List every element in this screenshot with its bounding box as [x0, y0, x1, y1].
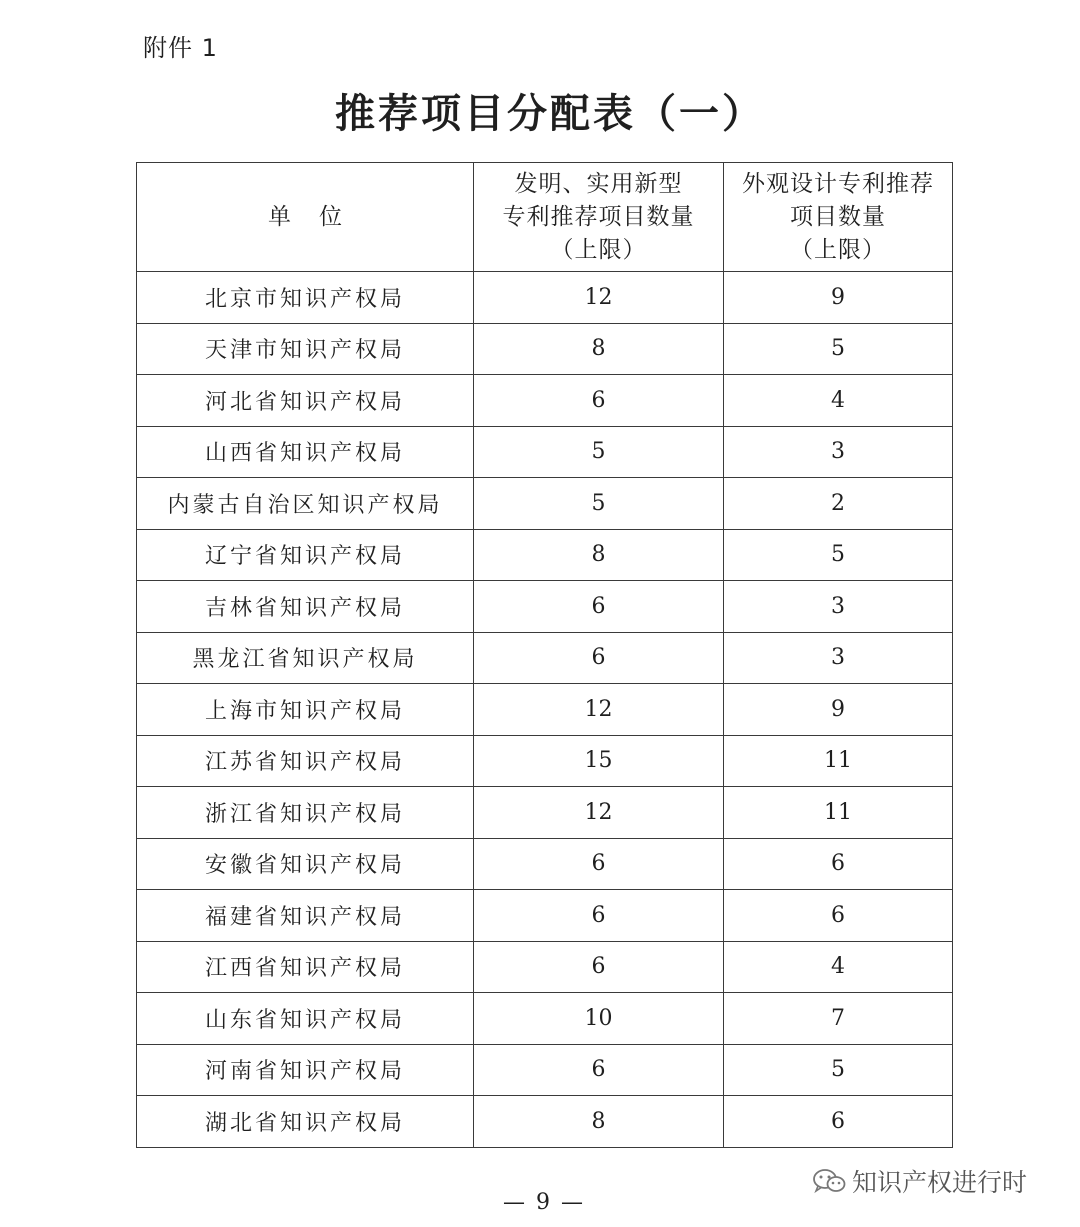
- cell-unit: 河南省知识产权局: [137, 1044, 474, 1096]
- table-row: [137, 993, 953, 1045]
- table-row: [137, 478, 953, 530]
- table-row: [137, 787, 953, 839]
- cell-unit: 黑龙江省知识产权局: [137, 632, 474, 684]
- cell-invention-count: 6: [474, 941, 724, 993]
- attachment-label: 附件 1: [143, 34, 218, 62]
- cell-invention-count: 12: [474, 787, 724, 839]
- cell-invention-count: 8: [474, 1096, 724, 1148]
- page-number: — 9 —: [503, 1190, 585, 1215]
- cell-design-count: 6: [724, 890, 953, 942]
- table-row: [137, 890, 953, 942]
- cell-unit: 湖北省知识产权局: [137, 1096, 474, 1148]
- cell-design-count: 6: [724, 838, 953, 890]
- cell-unit: 江苏省知识产权局: [137, 735, 474, 787]
- cell-invention-count: 6: [474, 838, 724, 890]
- cell-invention-count: 6: [474, 632, 724, 684]
- watermark-text: 知识产权进行时: [852, 1168, 1028, 1197]
- cell-design-count: 9: [724, 684, 953, 736]
- cell-invention-count: 15: [474, 735, 724, 787]
- table-row: [137, 323, 953, 375]
- cell-unit: 吉林省知识产权局: [137, 581, 474, 633]
- table-row: [137, 1096, 953, 1148]
- cell-design-count: 5: [724, 529, 953, 581]
- cell-unit: 内蒙古自治区知识产权局: [137, 478, 474, 530]
- table-row: [137, 684, 953, 736]
- table-row: [137, 272, 953, 324]
- cell-design-count: 4: [724, 375, 953, 427]
- cell-unit: 山东省知识产权局: [137, 993, 474, 1045]
- cell-design-count: 7: [724, 993, 953, 1045]
- cell-unit: 上海市知识产权局: [137, 684, 474, 736]
- cell-invention-count: 10: [474, 993, 724, 1045]
- cell-design-count: 9: [724, 272, 953, 324]
- table-row: [137, 735, 953, 787]
- cell-invention-count: 8: [474, 323, 724, 375]
- cell-design-count: 5: [724, 323, 953, 375]
- cell-design-count: 3: [724, 426, 953, 478]
- cell-design-count: 5: [724, 1044, 953, 1096]
- cell-design-count: 11: [724, 735, 953, 787]
- table-row: [137, 529, 953, 581]
- header-invention: [474, 163, 724, 272]
- table-header-row: [137, 163, 953, 272]
- cell-unit: 天津市知识产权局: [137, 323, 474, 375]
- cell-unit: 山西省知识产权局: [137, 426, 474, 478]
- table-body: [137, 272, 953, 1148]
- cell-unit: 辽宁省知识产权局: [137, 529, 474, 581]
- header-design-line-2: 项目数量: [790, 203, 886, 230]
- cell-design-count: 3: [724, 632, 953, 684]
- cell-unit: 北京市知识产权局: [137, 272, 474, 324]
- cell-unit: 江西省知识产权局: [137, 941, 474, 993]
- cell-unit: 福建省知识产权局: [137, 890, 474, 942]
- table-row: [137, 426, 953, 478]
- cell-invention-count: 6: [474, 581, 724, 633]
- header-unit: 单位: [137, 163, 474, 272]
- cell-design-count: 6: [724, 1096, 953, 1148]
- cell-invention-count: 6: [474, 890, 724, 942]
- table-row: [137, 581, 953, 633]
- cell-invention-count: 5: [474, 478, 724, 530]
- header-invention-line-2: 专利推荐项目数量: [502, 203, 695, 230]
- cell-invention-count: 6: [474, 375, 724, 427]
- header-design: [724, 163, 953, 272]
- cell-design-count: 11: [724, 787, 953, 839]
- cell-design-count: 3: [724, 581, 953, 633]
- cell-design-count: 2: [724, 478, 953, 530]
- table-row: [137, 632, 953, 684]
- cell-unit: 浙江省知识产权局: [137, 787, 474, 839]
- header-design-line-3: （上限）: [790, 236, 886, 263]
- header-invention-line-3: （上限）: [550, 236, 647, 263]
- cell-invention-count: 6: [474, 1044, 724, 1096]
- table-row: [137, 375, 953, 427]
- cell-invention-count: 5: [474, 426, 724, 478]
- cell-invention-count: 8: [474, 529, 724, 581]
- table-row: [137, 941, 953, 993]
- header-design-line-1: 外观设计专利推荐: [742, 170, 934, 197]
- header-invention-line-1: 发明、实用新型: [514, 170, 683, 197]
- allocation-table: [136, 162, 953, 1148]
- cell-invention-count: 12: [474, 272, 724, 324]
- cell-unit: 安徽省知识产权局: [137, 838, 474, 890]
- table-row: [137, 838, 953, 890]
- page-title: 推荐项目分配表（一）: [335, 91, 765, 137]
- table-row: [137, 1044, 953, 1096]
- cell-unit: 河北省知识产权局: [137, 375, 474, 427]
- cell-design-count: 4: [724, 941, 953, 993]
- cell-invention-count: 12: [474, 684, 724, 736]
